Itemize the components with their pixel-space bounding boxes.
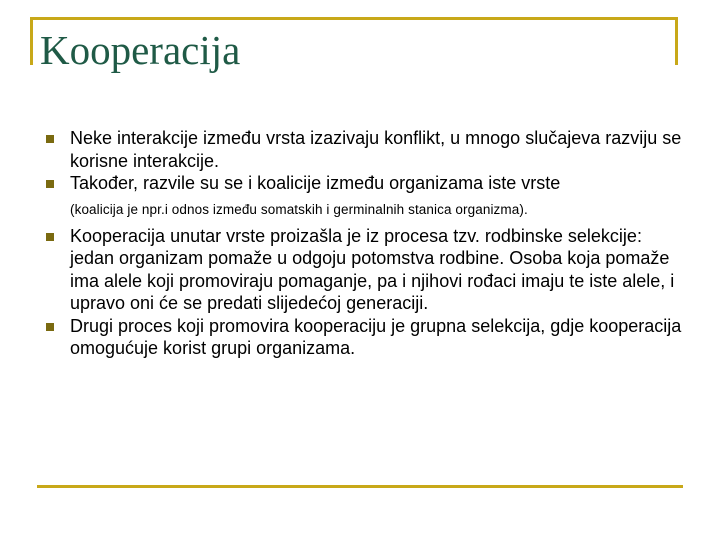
square-bullet-icon: [46, 135, 54, 143]
bullet-text: Također, razvile su se i koalicije između organizama iste vrste: [70, 173, 561, 193]
left-decorative-rule: [30, 17, 33, 65]
bullet-item: [46, 225, 686, 315]
bullet-text: Drugi proces koji promovira kooperaciju je grupna selekcija, gdje kooperacija omogućuje korist grupi organizama.: [70, 315, 682, 358]
slide-title: Kooperacija: [40, 27, 241, 73]
square-bullet-icon: [46, 233, 54, 241]
square-bullet-icon: [46, 323, 54, 331]
bullet-item: [46, 172, 686, 195]
square-bullet-icon: [46, 180, 54, 188]
bullet-item: [46, 127, 686, 172]
bullet-item: [46, 315, 686, 360]
top-decorative-rule: [30, 17, 678, 20]
bullet-note: (koalicija je npr.i odnos između somatskih i germinalnih stanica organizma).: [70, 201, 528, 217]
right-decorative-rule: [675, 17, 678, 65]
bullet-text: Neke interakcije između vrsta izazivaju konflikt, u mnogo slučajeva razviju se korisne interakcije.: [70, 128, 682, 171]
bottom-decorative-rule: [37, 485, 683, 488]
bullet-text: Kooperacija unutar vrste proizašla je iz procesa tzv. rodbinske selekcije: jedan organizam pomaže u odgoju potomstva rodbine. Osoba koja pomaže ima alele koji promoviraju pomaganje, pa i njihovi rođaci imaju te iste alele, i upravo oni će se predati slijedećoj generaciji.: [70, 225, 675, 313]
slide-content: [46, 127, 686, 360]
